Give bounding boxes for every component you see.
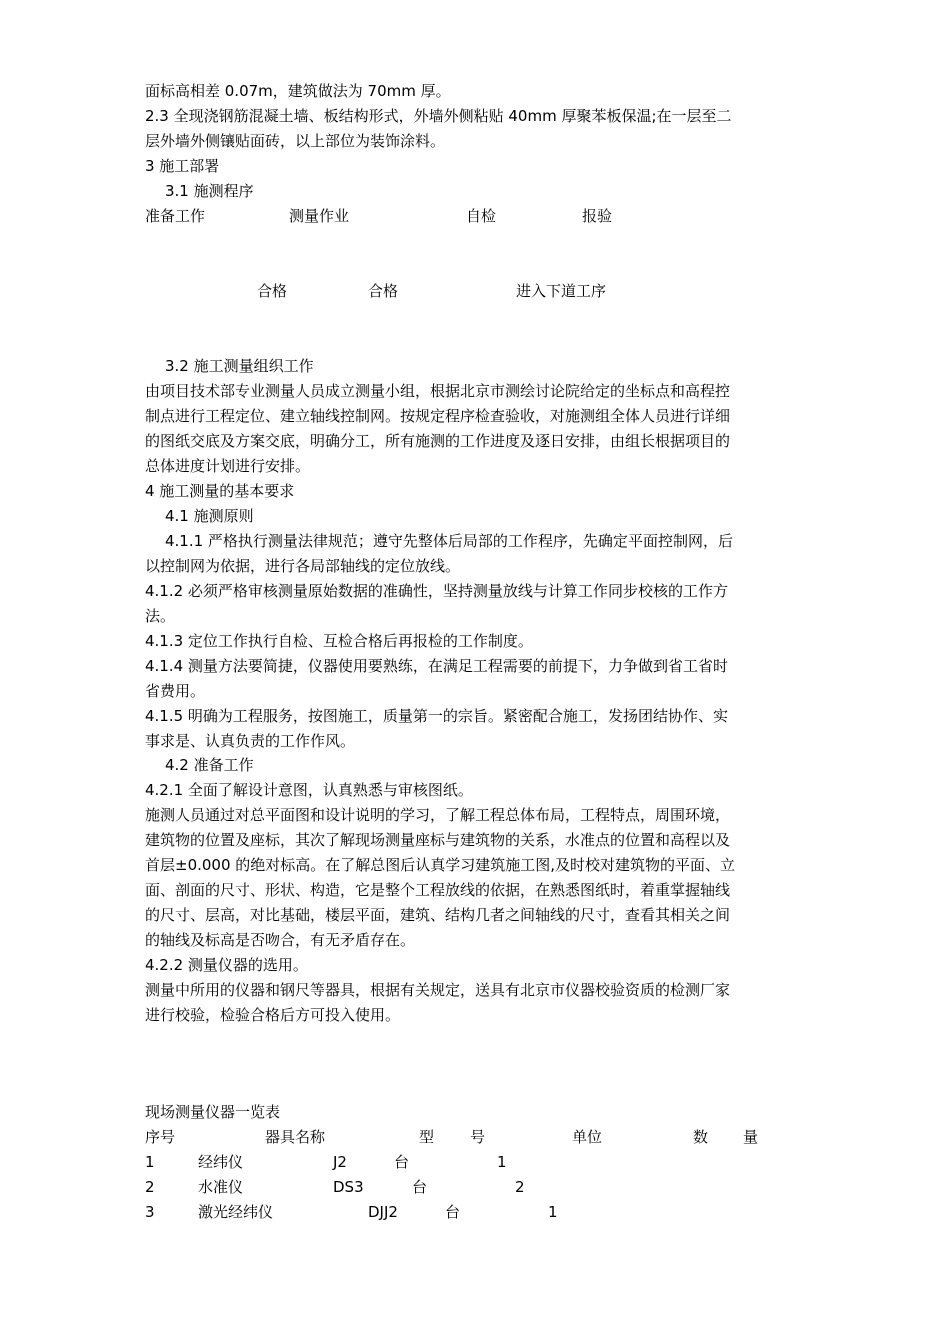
- flow-step: 测量作业: [289, 207, 350, 225]
- cell-index: 3: [145, 1203, 155, 1221]
- flow-step: 报验: [582, 207, 613, 225]
- cell-qty: 2: [515, 1178, 525, 1196]
- text-line: 的轴线及标高是否吻合，有无矛盾存在。: [145, 931, 416, 949]
- header-cell: 数: [693, 1128, 709, 1146]
- text-line: 省费用。: [145, 682, 206, 700]
- text-line: 总体进度计划进行安排。: [145, 457, 311, 475]
- cell-name: 水准仪: [198, 1178, 244, 1196]
- header-cell: 型: [419, 1128, 435, 1146]
- text-line: 进行校验，检验合格后方可投入使用。: [145, 1006, 401, 1024]
- text-line: 4.2.1 全面了解设计意图，认真熟悉与审核图纸。: [145, 781, 473, 799]
- flow-step: 合格: [257, 282, 288, 300]
- flow-step: 进入下道工序: [516, 282, 607, 300]
- cell-name: 经纬仪: [198, 1153, 244, 1171]
- header-cell: 号: [470, 1128, 486, 1146]
- text-line: 4.1.1 严格执行测量法律规范；遵守先整体后局部的工作程序，先确定平面控制网，后: [165, 532, 733, 550]
- header-cell: 单位: [572, 1128, 603, 1146]
- text-line: 施测人员通过对总平面图和设计说明的学习，了解工程总体布局，工程特点，周围环境，: [145, 806, 731, 824]
- text-line: 的尺寸、层高，对比基础，楼层平面，建筑、结构几者之间轴线的尺寸，查看其相关之间: [145, 906, 731, 924]
- text-line: 4.1.4 测量方法要简捷，仪器使用要熟练，在满足工程需要的前提下，力争做到省工省时: [145, 657, 728, 675]
- section-heading: 4 施工测量的基本要求: [145, 482, 295, 500]
- flow-step: 合格: [368, 282, 399, 300]
- text-line: 4.1.5 明确为工程服务，按图施工，质量第一的宗旨。紧密配合施工，发扬团结协作、实: [145, 707, 728, 725]
- text-line: 4.1.2 必须严格审核测量原始数据的准确性，坚持测量放线与计算工作同步校核的工作方: [145, 582, 728, 600]
- table-title: 现场测量仪器一览表: [145, 1103, 281, 1121]
- cell-name: 激光经纬仪: [198, 1203, 274, 1221]
- text-line: 的图纸交底及方案交底，明确分工，所有施测的工作进度及逐日安排，由组长根据项目的: [145, 432, 731, 450]
- text-line: 首层±0.000 的绝对标高。在了解总图后认真学习建筑施工图,及时校对建筑物的平面、立: [145, 856, 736, 874]
- header-cell: 序号: [145, 1128, 176, 1146]
- flow-step: 自检: [466, 207, 497, 225]
- cell-unit: 台: [445, 1203, 461, 1221]
- text-line: 面标高相差 0.07m，建筑做法为 70mm 厚。: [145, 82, 451, 100]
- cell-unit: 台: [394, 1153, 410, 1171]
- subsection-heading: 4.2 准备工作: [165, 756, 254, 774]
- text-line: 建筑物的位置及座标，其次了解现场测量座标与建筑物的关系，水准点的位置和高程以及: [145, 831, 731, 849]
- text-line: 4.2.2 测量仪器的选用。: [145, 956, 308, 974]
- header-cell: 器具名称: [265, 1128, 326, 1146]
- text-line: 法。: [145, 607, 176, 625]
- cell-model: DJJ2: [368, 1203, 398, 1221]
- subsection-heading: 3.2 施工测量组织工作: [165, 357, 314, 375]
- header-cell: 量: [743, 1128, 759, 1146]
- text-line: 测量中所用的仪器和钢尺等器具，根据有关规定，送具有北京市仪器校验资质的检测厂家: [145, 981, 731, 999]
- text-line: 以控制网为依据，进行各局部轴线的定位放线。: [145, 557, 461, 575]
- cell-model: DS3: [333, 1178, 364, 1196]
- text-line: 由项目技术部专业测量人员成立测量小组，根据北京市测绘讨论院给定的坐标点和高程控: [145, 382, 731, 400]
- section-heading: 3 施工部署: [145, 157, 220, 175]
- subsection-heading: 3.1 施测程序: [165, 182, 254, 200]
- text-line: 层外墙外侧镶贴面砖，以上部位为装饰涂料。: [145, 132, 446, 150]
- text-line: 4.1.3 定位工作执行自检、互检合格后再报检的工作制度。: [145, 632, 533, 650]
- subsection-heading: 4.1 施测原则: [165, 507, 254, 525]
- cell-model: J2: [333, 1153, 347, 1171]
- cell-qty: 1: [548, 1203, 558, 1221]
- cell-unit: 台: [412, 1178, 428, 1196]
- text-line: 制点进行工程定位、建立轴线控制网。按规定程序检查验收，对施测组全体人员进行详细: [145, 407, 731, 425]
- cell-index: 1: [145, 1153, 155, 1171]
- text-line: 2.3 全现浇钢筋混凝土墙、板结构形式，外墙外侧粘贴 40mm 厚聚苯板保温;在一层至二: [145, 107, 732, 125]
- cell-index: 2: [145, 1178, 155, 1196]
- cell-qty: 1: [497, 1153, 507, 1171]
- flow-step: 准备工作: [145, 207, 206, 225]
- text-line: 事求是、认真负责的工作作风。: [145, 732, 356, 750]
- text-line: 面、剖面的尺寸、形状、构造，它是整个工程放线的依据，在熟悉图纸时，着重掌握轴线: [145, 881, 731, 899]
